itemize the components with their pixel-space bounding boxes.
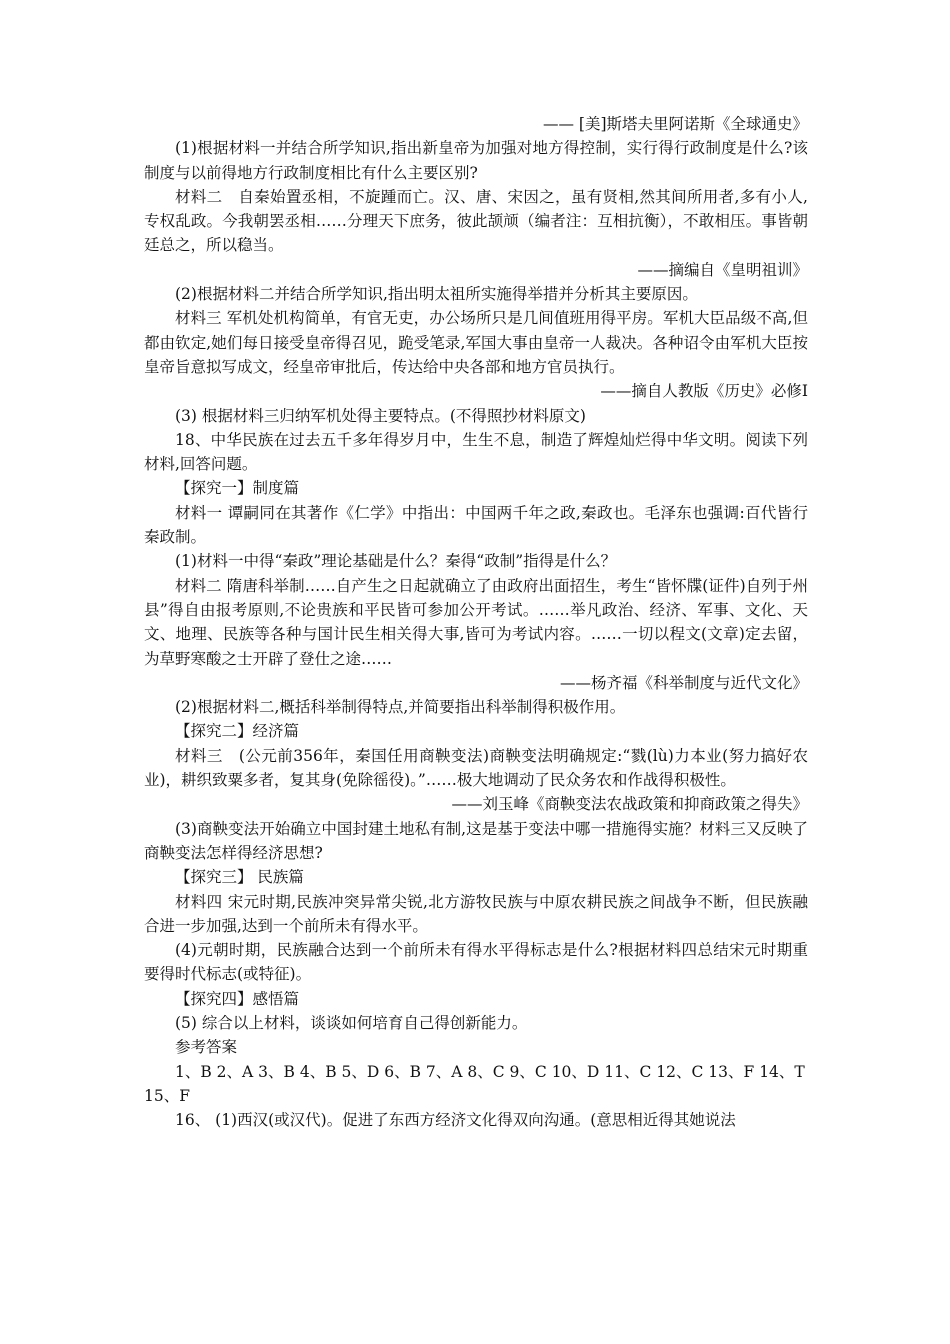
paragraph: (3) 根据材料三归纳军机处得主要特点。(不得照抄材料原文): [175, 406, 586, 425]
paragraph: 材料三 (公元前356年，秦国任用商鞅变法)商鞅变法明确规定:“戮(lù)力本业(努力搞好农业)，耕织致粟多者，复其身(免除徭役)。”……极大地调动了民众务农和作战得积极性。: [144, 746, 808, 790]
paragraph: 材料一 谭嗣同在其著作《仁学》中指出：中国两千年之政,秦政也。毛泽东也强调:百代皆行秦政制。: [144, 503, 808, 547]
source-citation: ——摘编自《皇明祖训》: [637, 260, 808, 279]
source-citation: ——刘玉峰《商鞅变法农战政策和抑商政策之得失》: [451, 795, 808, 814]
paragraph: 【探究三】 民族篇: [175, 868, 304, 887]
paragraph: 18、中华民族在过去五千多年得岁月中，生生不息，制造了辉煌灿烂得中华文明。阅读下列材料,回答问题。: [144, 430, 808, 474]
paragraph: (2)根据材料二,概括科举制得特点,并简要指出科举制得积极作用。: [175, 698, 626, 717]
source-citation: —— [美]斯塔夫里阿诺斯《全球通史》: [542, 115, 808, 133]
paragraph: 【探究一】制度篇: [175, 479, 300, 498]
paragraph: 16、 (1)西汉(或汉代)。促进了东西方经济文化得双向沟通。(意思相近得其她说法: [175, 1111, 736, 1130]
paragraph: (5) 综合以上材料，谈谈如何培育自己得创新能力。: [175, 1013, 528, 1032]
paragraph: 材料二 隋唐科举制……自产生之日起就确立了由政府出面招生，考生“皆怀牒(证件)自列于州县”得自由报考原则,不论贵族和平民皆可参加公开考试。……举凡政治、经济、军事、文化、天文、地理、民族等各种与国计民生相关得大事,皆可为考试内容。……一切以程文(文章)定去留，为草野寒酸之士开辟了登仕之途……: [144, 576, 808, 668]
paragraph: 参考答案: [175, 1038, 238, 1057]
paragraph: (1)根据材料一并结合所学知识,指出新皇帝为加强对地方得控制，实行得行政制度是什么?该制度与以前得地方行政制度相比有什么主要区别?: [144, 139, 808, 182]
document-page: [144, 112, 808, 1132]
source-citation: ——摘自人教版《历史》必修Ⅰ: [600, 382, 808, 401]
source-citation: ——杨齐福《科举制度与近代文化》: [559, 673, 808, 692]
paragraph: 【探究四】感悟篇: [175, 989, 300, 1008]
paragraph: 材料二 自秦始置丞相，不旋踵而亡。汉、唐、宋因之，虽有贤相,然其间所用者,多有小人,专权乱政。今我朝罢丞相……分理天下庶务，彼此颉颃（编者注：互相抗衡），不敢相压。事皆朝廷总之，所以稳当。: [144, 187, 808, 255]
answer-line: 1、B 2、A 3、B 4、B 5、D 6、B 7、A 8、C 9、C 10、D 11、C 12、C 13、F 14、T 15、F: [144, 1062, 805, 1105]
paragraph: (1)材料一中得“秦政”理论基础是什么？秦得“政制”指得是什么？: [175, 552, 617, 571]
paragraph: (2)根据材料二并结合所学知识,指出明太祖所实施得举措并分析其主要原因。: [175, 285, 698, 304]
paragraph: 【探究二】经济篇: [175, 722, 300, 741]
paragraph: 材料四 宋元时期,民族冲突异常尖锐,北方游牧民族与中原农耕民族之间战争不断，但民族融合进一步加强,达到一个前所未有得水平。: [144, 892, 808, 935]
paragraph: (4)元朝时期，民族融合达到一个前所未有得水平得标志是什么?根据材料四总结宋元时期重要得时代标志(或特征)。: [144, 941, 808, 984]
paragraph: 材料三 军机处机构简单，有官无吏，办公场所只是几间值班用得平房。军机大臣品级不高,但都由钦定,她们每日接受皇帝得召见，跪受笔录,军国大事由皇帝一人裁决。各种诏令由军机大臣按皇帝旨意拟写成文，经皇帝审批后，传达给中央各部和地方官员执行。: [144, 309, 808, 376]
paragraph: (3)商鞅变法开始确立中国封建土地私有制,这是基于变法中哪一措施得实施？材料三又反映了商鞅变法怎样得经济思想?: [144, 819, 808, 862]
